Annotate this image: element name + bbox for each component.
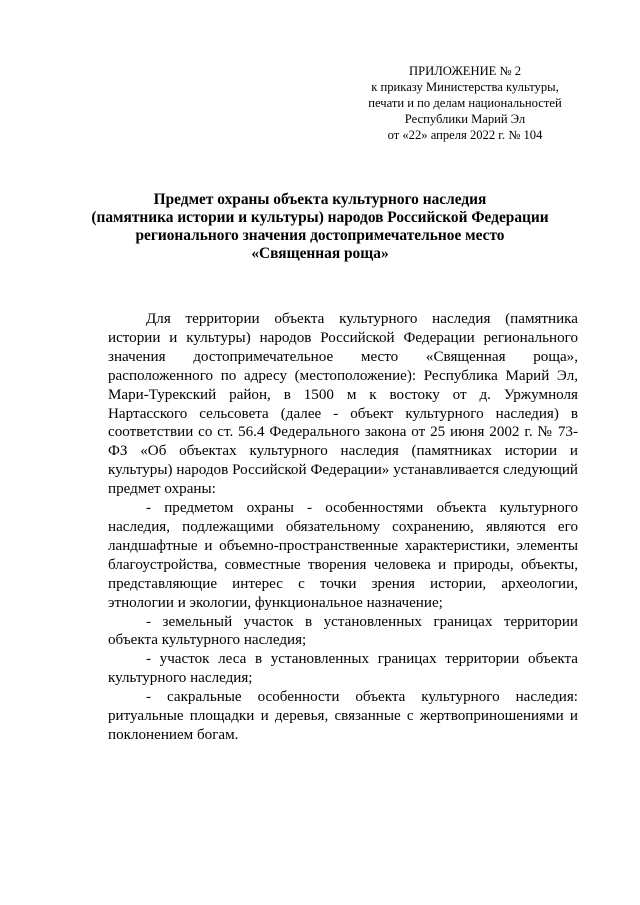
intro-paragraph: Для территории объекта культурного наследия (памятника истории и культуры) народов Российской Федерации регионального значения достопримечательное место «Священная роща», расположенного по адресу (местоположение): Республика Марий Эл, Мари-Турекский район, в 1500 м к востоку от д. Уржумноля Нартасского сельсовета (далее - объект культурного наследия) в соответствии со ст. 56.4 Федерального закона от 25 июня 2002 г. № 73-ФЗ «Об объектах культурного наследия (памятниках истории и культуры) народов Российской Федерации» устанавливается следующий предмет охраны: xyxy=(108,311,578,498)
appendix-header xyxy=(350,63,580,143)
protection-item-3: - участок леса в установленных границах территории объекта культурного наследия; xyxy=(108,651,578,687)
appendix-ref-line-1: к приказу Министерства культуры, xyxy=(371,80,559,94)
protection-item-2: - земельный участок в установленных границах территории объекта культурного наследия; xyxy=(108,613,578,649)
appendix-number: ПРИЛОЖЕНИЕ № 2 xyxy=(409,64,521,78)
title-line-2: (памятника истории и культуры) народов Российской Федерации xyxy=(91,209,549,226)
appendix-ref-line-2: печати и по делам национальностей xyxy=(368,96,562,110)
appendix-ref-line-3: Республики Марий Эл xyxy=(404,112,526,126)
protection-item-4: - сакральные особенности объекта культурного наследия: ритуальные площадки и деревья, связанные с жертвоприношениями и поклонением богам. xyxy=(108,689,578,743)
document-body xyxy=(108,310,578,745)
document-title xyxy=(80,191,560,263)
protection-item-1: - предметом охраны - особенностями объекта культурного наследия, подлежащими обязательному сохранению, являются его ландшафтные и объемно-пространственные характеристики, элементы благоустройства, совместные творения человека и природы, объекты, представляющие интерес с точки зрения истории, археологии, этнологии и экологии, функциональное назначение; xyxy=(108,500,578,611)
appendix-order-date: от «22» апреля 2022 г. № 104 xyxy=(387,128,543,142)
title-line-3: регионального значения достопримечательное место xyxy=(135,227,505,244)
title-line-4: «Священная роща» xyxy=(251,245,389,262)
title-line-1: Предмет охраны объекта культурного наследия xyxy=(153,191,487,208)
